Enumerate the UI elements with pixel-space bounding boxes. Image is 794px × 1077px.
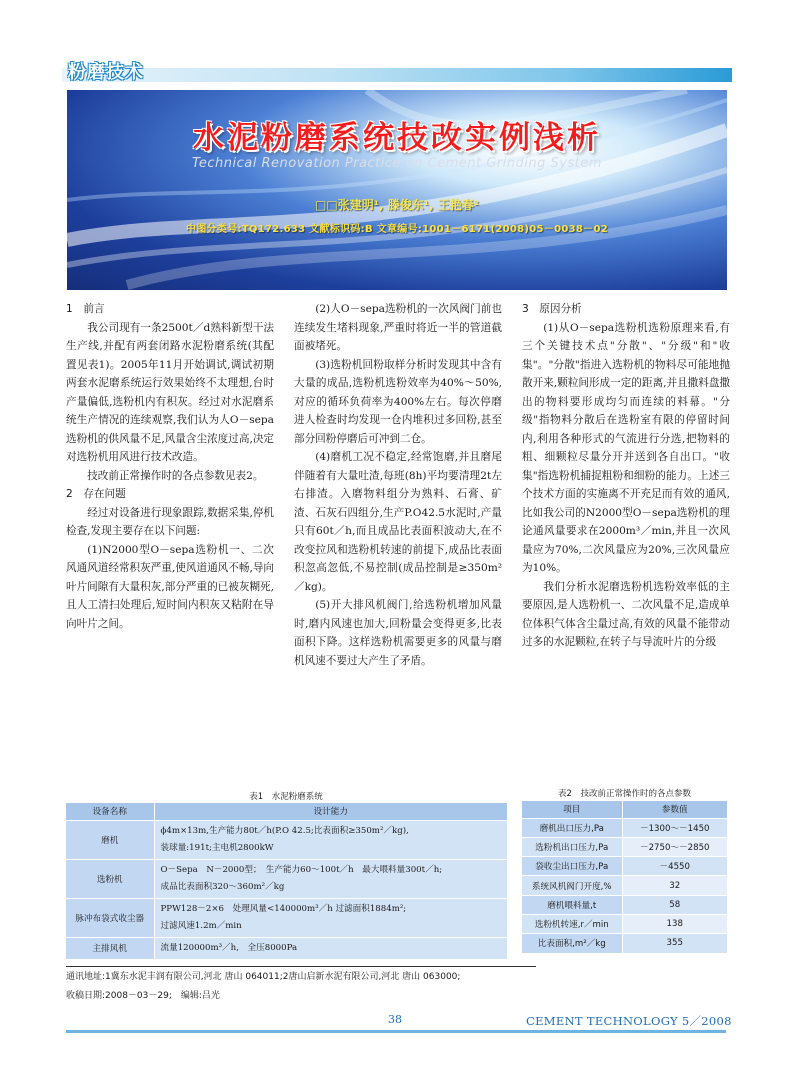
body-column-1 bbox=[66, 300, 274, 633]
body-column-3 bbox=[522, 300, 730, 652]
paragraph: (3)选粉机回粉取样分析时发现其中含有大量的成品,选粉机选粉效率为40%～50%,对应的循环负荷率为400%左右。每次停磨进人检查时均发现一仓内堆积过多回粉,甚至部分回粉停磨后可冲到二仓。 bbox=[294, 358, 502, 445]
footnote-received: 收稿日期:2008－03－29; 编辑:吕光 bbox=[66, 991, 220, 1001]
parameter-name: 系统风机阀门开度,% bbox=[522, 876, 622, 895]
section-header bbox=[62, 58, 732, 84]
table1-cement-grinding-system bbox=[66, 803, 507, 960]
bottom-bar bbox=[66, 1030, 726, 1033]
parameter-name: 磨机出口压力,Pa bbox=[522, 818, 622, 837]
article-authors: □□张建明¹, 滕俊东¹, 王艳春² bbox=[315, 198, 479, 212]
table2-operating-parameters bbox=[522, 801, 727, 954]
equipment-name: 脉冲布袋式收尘器 bbox=[66, 898, 154, 937]
article-classification: 中图分类号:TQ172.633 文献标识码:B 文章编号:1001－6171(2008)05－0038－02 bbox=[186, 224, 608, 235]
parameter-value: －2750～－2850 bbox=[622, 837, 727, 856]
spec-line: 流量120000m³／h, 全压8000Pa bbox=[160, 942, 298, 953]
parameter-value: －1300～－1450 bbox=[622, 818, 727, 837]
paragraph: (4)磨机工况不稳定,经常饱磨,并且磨尾伴随着有大量吐渣,每班(8h)平均要清理2t左右排渣。入磨物料组分为熟料、石膏、矿渣、石灰石四组分,生产P.O42.5水泥时,产量只有60t／h,而且成品比表面积波动大,在不改变拉风和选粉机转速的前提下,成品比表面积忽高忽低,不易控制(成品控制是≥350m²／kg)。 bbox=[294, 451, 502, 593]
parameter-value: 355 bbox=[622, 934, 727, 953]
paragraph: 技改前正常操作时的各点参数见表2。 bbox=[87, 469, 264, 482]
paragraph: (2)人O－sepa选粉机的一次风阀门前也连续发生堵料现象,严重时将近一半的管道截面被堵死。 bbox=[294, 303, 502, 352]
table2-header-value: 参数值 bbox=[622, 801, 727, 818]
parameter-value: －4550 bbox=[622, 857, 727, 876]
table-row bbox=[66, 859, 507, 898]
table-row bbox=[66, 820, 507, 859]
footnote-rule bbox=[66, 966, 536, 967]
spec-line: ϕ4m×13m,生产能力80t／h(P.O 42.5;比表面积≥350m²／kg), bbox=[160, 825, 409, 836]
spec-line: PPW128－2×6 处理风量<140000m³／h 过滤面积1884m²; bbox=[160, 903, 407, 914]
section-heading: 1 前言 bbox=[66, 303, 105, 315]
section-tag: 粉磨技术 bbox=[68, 62, 144, 83]
journal-name: CEMENT TECHNOLOGY 5／2008 bbox=[526, 1014, 732, 1028]
parameter-value: 138 bbox=[622, 914, 727, 933]
table-row bbox=[522, 837, 727, 856]
paragraph: (5)开大排风机阀门,给选粉机增加风量时,磨内风速也加大,回粉量会变得更多,比表面积下降。这样选粉机需要更多的风量与磨机风速不要过大产生了矛盾。 bbox=[294, 599, 502, 667]
spec-line: 装球量:191t;主电机2800kW bbox=[160, 842, 274, 853]
table1-header-equipment: 设备名称 bbox=[66, 803, 154, 820]
title-banner bbox=[67, 90, 727, 290]
equipment-name: 主排风机 bbox=[66, 937, 154, 959]
parameter-value: 58 bbox=[622, 895, 727, 914]
table-row bbox=[522, 934, 727, 953]
table1-header-capacity: 设计能力 bbox=[154, 803, 507, 820]
paragraph: (1)N2000型O－sepa选粉机一、二次风通风道经常积灰严重,使风道通风不畅,导向叶片间隙有大量积灰,部分严重的已被灰糊死,且人工清扫处理后,短时间内积灰又粘附在导向叶片之间。 bbox=[66, 543, 275, 630]
table2-header-item: 项目 bbox=[522, 801, 622, 818]
parameter-name: 磨机喂料量,t bbox=[522, 895, 622, 914]
parameter-name: 袋收尘出口压力,Pa bbox=[522, 857, 622, 876]
spec-line: 成品比表面积320～360m²／kg bbox=[160, 881, 285, 892]
paragraph: 我公司现有一条2500t／d熟料新型干法生产线,并配有两套闭路水泥粉磨系统(其配置见表1)。2005年11月开始调试,调试初期两套水泥磨系统运行效果始终不太理想,台时产量偏低,选粉机内有积灰。经过对水泥磨系统生产情况的连续观察,我们认为人O－sepa选粉机的供风量不足,风量含尘浓度过高,决定对选粉机用风进行技术改造。 bbox=[66, 321, 275, 463]
parameter-value: 32 bbox=[622, 876, 727, 895]
section-heading: 3 原因分析 bbox=[522, 303, 582, 315]
table-row bbox=[66, 937, 507, 959]
spec-line: 过滤风速1.2m／min bbox=[160, 920, 242, 931]
parameter-name: 选粉机出口压力,Pa bbox=[522, 837, 622, 856]
table-row bbox=[522, 857, 727, 876]
footnote-address: 通讯地址:1冀东水泥丰润有限公司,河北 唐山 064011;2唐山启新水泥有限公司,河北 唐山 063000; bbox=[66, 972, 461, 982]
equipment-spec bbox=[154, 937, 507, 959]
equipment-spec bbox=[154, 820, 507, 859]
page-number: 38 bbox=[388, 1013, 402, 1026]
article-subtitle: Technical Renovation Practice on Cement Grinding System bbox=[192, 156, 602, 171]
section-heading: 2 存在问题 bbox=[66, 488, 126, 500]
table-row bbox=[522, 818, 727, 837]
section-header-bar bbox=[62, 68, 732, 82]
article-title: 水泥粉磨系统技改实例浅析 bbox=[193, 120, 601, 156]
parameter-name: 比表面积,m²／kg bbox=[522, 934, 622, 953]
body-column-2 bbox=[294, 300, 502, 670]
equipment-spec bbox=[154, 859, 507, 898]
table-row bbox=[66, 898, 507, 937]
spec-line: O－Sepa N－2000型； 生产能力60～100t／h 最大喂料量300t／h; bbox=[160, 864, 443, 875]
table2-caption: 表2 技改前正常操作时的各点参数 bbox=[558, 789, 691, 799]
table-row bbox=[522, 895, 727, 914]
equipment-spec bbox=[154, 898, 507, 937]
table-row bbox=[522, 914, 727, 933]
paragraph: 我们分析水泥磨选粉机选粉效率低的主要原因,是人选粉机一、二次风量不足,造成单位体积气体含尘量过高,有效的风量不能带动过多的水泥颗粒,在转子与导流叶片的分级 bbox=[522, 580, 731, 648]
parameter-name: 选粉机转速,r／min bbox=[522, 914, 622, 933]
paragraph: 经过对设备进行现象跟踪,数据采集,停机检查,发现主要存在以下问题: bbox=[66, 506, 275, 537]
equipment-name: 选粉机 bbox=[66, 859, 154, 898]
table-row bbox=[522, 876, 727, 895]
paragraph: (1)从O－sepa选粉机选粉原理来看,有三个关键技术点"分散"、"分级"和"收集"。"分散"指进入选粉机的物料尽可能地抛散开来,颗粒间形成一定的距离,并且撒料盘撒出的物料要形成均匀而连续的料幕。"分级"指物料分散后在选粉室有限的停留时间内,利用各种形式的气流进行分选,把物料的粗、细颗粒尽量分开并送到各自出口。"收集"指选粉机捕捉粗粉和细粉的能力。上述三个技术方面的实施离不开充足而有效的通风,比如我公司的N2000型O－sepa选粉机的理论通风量要求在2000m³／min,并且一次风量应为70%,二次风量应为20%,三次风量应为10%。 bbox=[522, 321, 731, 574]
table1-caption: 表1 水泥粉磨系统 bbox=[249, 792, 323, 802]
equipment-name: 磨机 bbox=[66, 820, 154, 859]
